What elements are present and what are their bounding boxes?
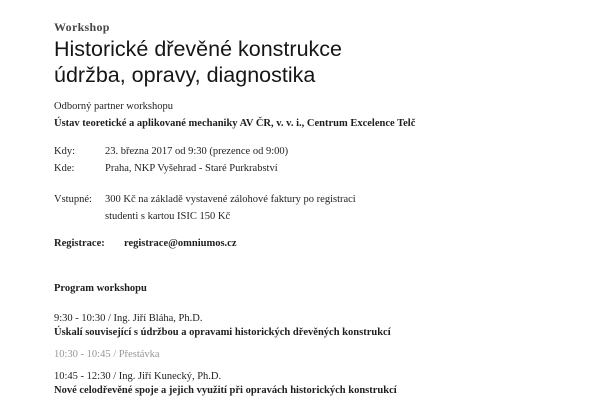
fee-section xyxy=(54,191,574,225)
fee-line1: 300 Kč na základě vystavené zálohové faktury po registraci xyxy=(105,194,356,205)
registration-email: registrace@omniumos.cz xyxy=(124,238,237,249)
program-item-time: 9:30 - 10:30 / Ing. Jiří Bláha, Ph.D. xyxy=(54,313,203,324)
program-item-time: 10:30 - 10:45 / Přestávka xyxy=(54,349,160,360)
registration-section xyxy=(54,235,574,252)
detail-row-where xyxy=(54,160,574,177)
document-page xyxy=(54,0,574,400)
registration-label: Registrace: xyxy=(54,238,105,249)
page-title-line1: Historické dřevěné konstrukce xyxy=(54,37,342,61)
program-item-title: Úskalí související s údržbou a opravami historických dřevěných konstrukcí xyxy=(54,327,391,338)
page-title xyxy=(54,36,574,88)
detail-label: Kdy: xyxy=(54,146,75,157)
program-item xyxy=(54,312,574,340)
page-title-line2: údržba, opravy, diagnostika xyxy=(54,63,316,87)
program-heading: Program workshopu xyxy=(54,283,147,294)
fee-label: Vstupné: xyxy=(54,194,92,205)
partner-label: Odborný partner workshopu xyxy=(54,101,173,112)
partner-section xyxy=(54,98,574,132)
detail-value: Praha, NKP Vyšehrad - Staré Purkrabství xyxy=(105,163,278,174)
program-item-time: 10:45 - 12:30 / Ing. Jiří Kunecký, Ph.D. xyxy=(54,371,222,382)
program-item-title: Nové celodřevěné spoje a jejich využití při opravách historických konstrukcí xyxy=(54,385,397,396)
detail-label: Kde: xyxy=(54,163,75,174)
partner-name: Ústav teoretické a aplikované mechaniky AV ČR, v. v. i., Centrum Excelence Telč xyxy=(54,118,416,129)
workshop-kicker: Workshop xyxy=(54,20,110,34)
program-item-break xyxy=(54,348,574,362)
fee-value xyxy=(105,191,356,225)
fee-line2: studenti s kartou ISIC 150 Kč xyxy=(105,211,231,222)
event-details xyxy=(54,143,574,177)
detail-row-when xyxy=(54,143,574,160)
program-item xyxy=(54,370,574,398)
detail-value: 23. března 2017 od 9:30 (prezence od 9:00) xyxy=(105,146,289,157)
